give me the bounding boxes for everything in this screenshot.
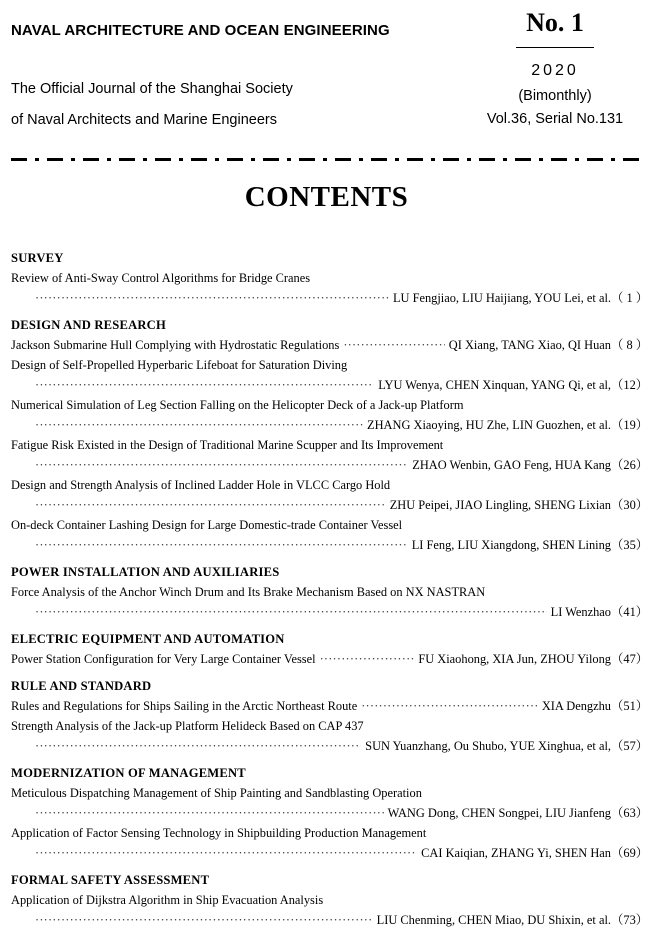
article-authors: WANG Dong, CHEN Songpei, LIU Jianfeng bbox=[387, 806, 611, 820]
article-title: Strength Analysis of the Jack-up Platform Helideck Based on CAP 437 bbox=[11, 719, 364, 733]
article-title-line[interactable] bbox=[11, 435, 647, 455]
article-page: （63） bbox=[611, 806, 649, 820]
article-title: Application of Dijkstra Algorithm in Ship Evacuation Analysis bbox=[11, 893, 324, 907]
issue-year: 2020 bbox=[531, 62, 579, 79]
article-authors: LU Fengjiao, LIU Haijiang, YOU Lei, et al. bbox=[392, 291, 611, 305]
article-authors: ZHAO Wenbin, GAO Feng, HUA Kang bbox=[412, 458, 611, 472]
article-title: Power Station Configuration for Very Large Container Vessel bbox=[11, 652, 316, 666]
article-title: Design and Strength Analysis of Inclined Ladder Hole in VLCC Cargo Hold bbox=[11, 478, 391, 492]
article-authors: LIU Chenming, CHEN Miao, DU Shixin, et al. bbox=[376, 913, 611, 927]
dot-leader bbox=[320, 649, 415, 669]
article-line-single[interactable] bbox=[11, 335, 647, 355]
toc-section-survey bbox=[11, 248, 647, 308]
article-authors: LI Feng, LIU Xiangdong, SHEN Lining bbox=[411, 538, 611, 552]
article-page: （30） bbox=[611, 498, 649, 512]
article-title-line[interactable] bbox=[11, 716, 647, 736]
dot-leader bbox=[35, 910, 373, 930]
article-page: （47） bbox=[611, 652, 649, 666]
dot-leader bbox=[35, 803, 384, 823]
article-title-line[interactable] bbox=[11, 582, 647, 602]
article-title: Design of Self-Propelled Hyperbaric Lifeboat for Saturation Diving bbox=[11, 358, 348, 372]
article-page: （19） bbox=[611, 418, 649, 432]
section-title: MODERNIZATION OF MANAGEMENT bbox=[11, 766, 246, 780]
toc-section-rule-and-standard bbox=[11, 676, 647, 756]
dot-leader bbox=[35, 843, 417, 863]
header-divider bbox=[11, 158, 643, 161]
journal-title: NAVAL ARCHITECTURE AND OCEAN ENGINEERING bbox=[11, 22, 390, 39]
dot-leader bbox=[35, 495, 386, 515]
article-title: Review of Anti-Sway Control Algorithms for Bridge Cranes bbox=[11, 271, 311, 285]
toc-section-formal-safety-assessment bbox=[11, 870, 647, 930]
table-of-contents bbox=[11, 248, 647, 930]
toc-section-electric-equipment bbox=[11, 629, 647, 669]
issue-number: No. 1 bbox=[526, 8, 584, 37]
section-title: RULE AND STANDARD bbox=[11, 679, 152, 693]
article-page: （51） bbox=[611, 699, 649, 713]
article-title-line[interactable] bbox=[11, 475, 647, 495]
article-authors: CAI Kaiqian, ZHANG Yi, SHEN Han bbox=[421, 846, 611, 860]
article-authors: XIA Dengzhu bbox=[541, 699, 611, 713]
article-authors: LI Wenzhao bbox=[550, 605, 611, 619]
issue-volume: Vol.36, Serial No.131 bbox=[486, 111, 624, 127]
section-title: DESIGN AND RESEARCH bbox=[11, 318, 166, 332]
section-title: FORMAL SAFETY ASSESSMENT bbox=[11, 873, 210, 887]
article-author-line bbox=[11, 288, 647, 308]
issue-frequency: (Bimonthly) bbox=[518, 88, 592, 104]
article-author-line bbox=[11, 910, 647, 930]
toc-section-power-installation bbox=[11, 562, 647, 622]
toc-section-modernization-of-management bbox=[11, 763, 647, 863]
toc-section-design-and-research bbox=[11, 315, 647, 555]
dot-leader bbox=[35, 415, 363, 435]
article-title-line[interactable] bbox=[11, 890, 647, 910]
article-authors: ZHU Peipei, JIAO Lingling, SHENG Lixian bbox=[389, 498, 611, 512]
dot-leader bbox=[35, 288, 389, 308]
article-page: （26） bbox=[611, 458, 649, 472]
article-line-single[interactable] bbox=[11, 696, 647, 716]
dot-leader bbox=[35, 535, 408, 555]
article-page: （ 8 ） bbox=[611, 338, 649, 352]
dot-leader bbox=[343, 335, 444, 355]
article-title: Application of Factor Sensing Technology in Shipbuilding Production Management bbox=[11, 826, 427, 840]
article-line-single[interactable] bbox=[11, 649, 647, 669]
article-title: Rules and Regulations for Ships Sailing in the Arctic Northeast Route bbox=[11, 699, 358, 713]
article-authors: LYU Wenya, CHEN Xinquan, YANG Qi, et al, bbox=[378, 378, 611, 392]
dot-leader bbox=[35, 375, 374, 395]
article-title: Meticulous Dispatching Management of Ship Painting and Sandblasting Operation bbox=[11, 786, 422, 800]
article-authors: QI Xiang, TANG Xiao, QI Huan bbox=[448, 338, 611, 352]
article-authors: FU Xiaohong, XIA Jun, ZHOU Yilong bbox=[418, 652, 611, 666]
contents-heading: CONTENTS bbox=[244, 181, 409, 213]
journal-subtitle-line1: The Official Journal of the Shanghai Society bbox=[11, 81, 293, 97]
dot-leader bbox=[35, 736, 361, 756]
article-author-line bbox=[11, 843, 647, 863]
article-page: （57） bbox=[611, 739, 649, 753]
section-title: POWER INSTALLATION AND AUXILIARIES bbox=[11, 565, 280, 579]
article-author-line bbox=[11, 415, 647, 435]
article-title: Numerical Simulation of Leg Section Falling on the Helicopter Deck of a Jack-up Platform bbox=[11, 398, 464, 412]
article-author-line bbox=[11, 375, 647, 395]
article-page: （73） bbox=[611, 913, 649, 927]
article-title-line[interactable] bbox=[11, 823, 647, 843]
article-page: （ 1 ） bbox=[611, 291, 649, 305]
article-author-line bbox=[11, 455, 647, 475]
section-title: ELECTRIC EQUIPMENT AND AUTOMATION bbox=[11, 632, 285, 646]
article-authors: SUN Yuanzhang, Ou Shubo, YUE Xinghua, et al, bbox=[365, 739, 611, 753]
dot-leader bbox=[35, 455, 408, 475]
article-page: （12） bbox=[611, 378, 649, 392]
dot-leader bbox=[35, 602, 547, 622]
article-title: On-deck Container Lashing Design for Large Domestic-trade Container Vessel bbox=[11, 518, 403, 532]
article-title: Jackson Submarine Hull Complying with Hydrostatic Regulations bbox=[11, 338, 340, 352]
article-title-line[interactable] bbox=[11, 268, 647, 288]
article-page: （41） bbox=[611, 605, 649, 619]
article-title-line[interactable] bbox=[11, 395, 647, 415]
article-author-line bbox=[11, 736, 647, 756]
article-title: Force Analysis of the Anchor Winch Drum and Its Brake Mechanism Based on NX NASTRAN bbox=[11, 585, 486, 599]
article-page: （69） bbox=[611, 846, 649, 860]
dot-leader bbox=[361, 696, 538, 716]
article-author-line bbox=[11, 602, 647, 622]
article-author-line bbox=[11, 803, 647, 823]
article-author-line bbox=[11, 535, 647, 555]
article-page: （35） bbox=[611, 538, 649, 552]
article-title-line[interactable] bbox=[11, 515, 647, 535]
issue-number-underline bbox=[516, 47, 594, 48]
section-title: SURVEY bbox=[11, 251, 64, 265]
article-authors: ZHANG Xiaoying, HU Zhe, LIN Guozhen, et al. bbox=[367, 418, 611, 432]
article-author-line bbox=[11, 495, 647, 515]
article-title-line[interactable] bbox=[11, 783, 647, 803]
article-title-line[interactable] bbox=[11, 355, 647, 375]
article-title: Fatigue Risk Existed in the Design of Traditional Marine Scupper and Its Improvement bbox=[11, 438, 444, 452]
journal-subtitle-line2: of Naval Architects and Marine Engineers bbox=[11, 112, 277, 128]
